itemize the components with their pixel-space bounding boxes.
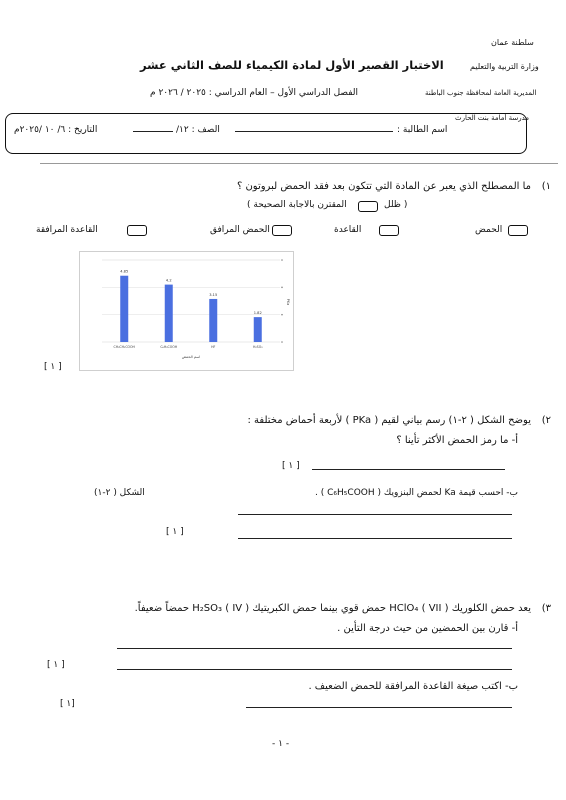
y-axis-label: PKa <box>286 298 290 306</box>
class-label: الصف : ١٢/ <box>176 125 220 135</box>
class-field[interactable] <box>133 131 173 132</box>
bar-value-label: 4.85 <box>120 269 129 274</box>
figure-label: الشكل ( ٢-١) <box>94 488 145 498</box>
pka-chart-svg <box>80 252 293 370</box>
option-checkbox-conjugate-acid[interactable] <box>272 225 292 236</box>
country-name: سلطنة عمان <box>491 38 534 47</box>
q2-number: ٢) <box>541 415 551 426</box>
q1-number: ١) <box>541 181 551 192</box>
q3a-answer-line-2[interactable] <box>117 669 512 670</box>
y-tick-mark <box>281 341 283 343</box>
q2a-answer-line[interactable] <box>312 469 505 470</box>
exam-title: الاختبار القصير الأول لمادة الكيمياء للصف الثاني عشر <box>140 58 444 72</box>
q2b-answer-line-2[interactable] <box>238 538 512 539</box>
q3a-mark: [ ١ ] <box>47 660 65 670</box>
q2-text: يوضح الشكل ( ٢-١) رسم بياني لقيم ( PKa ) لأربعة أحماض مختلفة : <box>247 415 531 426</box>
bar-value-label: 1.82 <box>253 311 262 316</box>
option-base-label: القاعدة <box>334 225 362 235</box>
q1-mark: [ ١ ] <box>44 362 62 372</box>
bar-value-label: 3.15 <box>209 292 218 297</box>
bar <box>120 276 128 342</box>
y-tick-mark <box>281 314 283 316</box>
q3-part-a: أ- قارن بين الحمضين من حيث درجة التأين . <box>337 623 518 634</box>
q3b-mark: [١ ] <box>60 699 75 709</box>
option-acid-label: الحمض <box>475 225 503 235</box>
category-label: HF <box>211 345 216 349</box>
ministry-name: وزارة التربية والتعليم <box>470 62 539 71</box>
q3-number: ٣) <box>541 603 551 614</box>
term-line: الفصل الدراسي الأول – العام الدراسي : ٢٠٢٥ / ٢٠٢٦ م <box>150 88 358 98</box>
student-name-label: اسم الطالبة : <box>397 125 448 135</box>
school-name: مدرسة أمامة بنت الحارث <box>455 114 530 122</box>
student-name-field[interactable] <box>235 131 393 132</box>
q1-instruction-post: المقترن بالاجابة الصحيحة ) <box>247 200 347 210</box>
option-conjugate-base-label: القاعدة المرافقة <box>36 225 98 235</box>
bar <box>209 299 217 342</box>
pka-chart <box>79 251 294 371</box>
y-tick-mark <box>281 259 283 261</box>
directorate-name: المديرية العامة لمحافظة جنوب الباطنة <box>425 89 537 97</box>
q3a-answer-line-1[interactable] <box>117 648 512 649</box>
option-checkbox-conjugate-base[interactable] <box>127 225 147 236</box>
bar <box>165 285 173 342</box>
q2-part-b: ب- احسب قيمة Ka لحمض البنزويك ( C₆H₅COOH ) . <box>315 488 518 498</box>
q2a-mark: [ ١ ] <box>282 461 300 471</box>
date-label: التاريخ : ٦/ ١٠ /٢٠٢٥م <box>14 125 98 135</box>
category-label: C₆H₅COOH <box>160 345 178 349</box>
y-tick-mark <box>281 287 283 289</box>
category-label: CH₃CH₂COOH <box>113 345 135 349</box>
option-checkbox-acid[interactable] <box>508 225 528 236</box>
q2-part-a: أ- ما رمز الحمض الأكثر تأينا ؟ <box>396 435 518 446</box>
x-axis-label: اسم الحمض <box>181 355 201 359</box>
q1-instruction-pre: ( ظلل <box>384 200 408 210</box>
option-conjugate-acid-label: الحمض المرافق <box>210 225 270 235</box>
q3-text: يعد حمض الكلوريك ( VII ) HClO₄ حمض قوي بينما حمض الكبريتيك ( IV ) H₂SO₃ حمضاً ضعيفاً. <box>134 603 531 614</box>
q3b-answer-line[interactable] <box>246 707 512 708</box>
q2b-answer-line-1[interactable] <box>238 514 512 515</box>
header-separator <box>40 163 558 164</box>
option-checkbox-base[interactable] <box>379 225 399 236</box>
category-label: H₂SO₃ <box>253 345 263 349</box>
bar <box>254 317 262 342</box>
instruction-checkbox-sample <box>358 201 378 212</box>
bar-value-label: 4.2 <box>165 278 172 283</box>
q3-part-b: ب- اكتب صيغة القاعدة المرافقة للحمض الضعيف . <box>308 681 518 692</box>
q2b-mark: [ ١ ] <box>166 527 184 537</box>
q1-text: ما المصطلح الذي يعبر عن المادة التي تتكون بعد فقد الحمض لبروتون ؟ <box>236 181 531 192</box>
page-number: - ١ - <box>272 739 290 749</box>
